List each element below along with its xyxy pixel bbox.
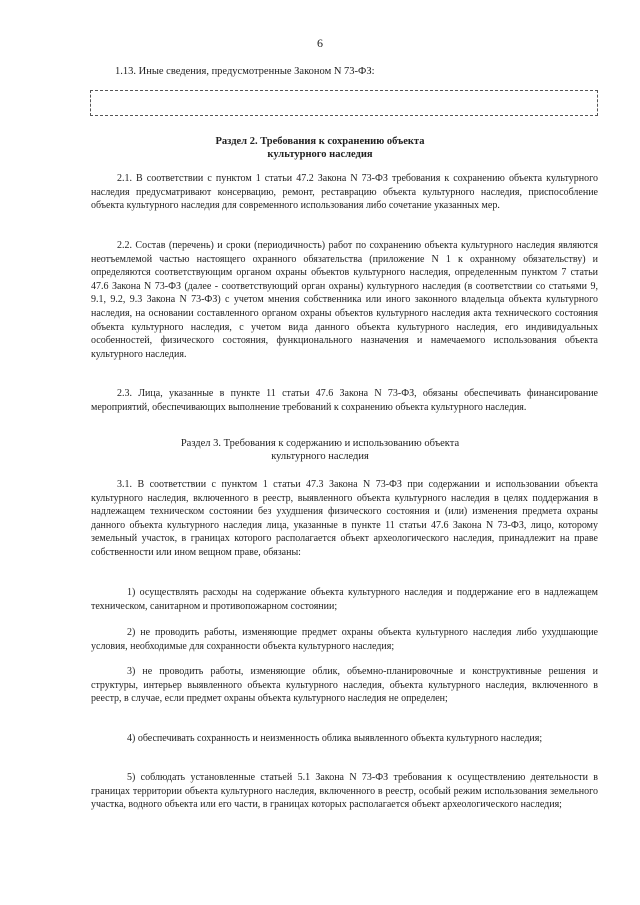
list-item-2: 2) не проводить работы, изменяющие предмет охраны объекта культурного наследия либо ухудшающие условия, необходимые для сохранности объекта культурного наследия;: [91, 627, 598, 652]
section-3-heading: [0, 437, 640, 463]
paragraph-2-3: 2.3. Лица, указанные в пункте 11 статьи 47.6 Закона N 73-ФЗ, обязаны обеспечивать финансирование мероприятий, обеспечивающих выполнение требований к сохранению объекта культурного наследия.: [91, 388, 598, 413]
section-2-heading: [0, 135, 640, 161]
list-item-5: 5) соблюдать установленные статьей 5.1 Закона N 73-ФЗ требования к осуществлению деятельности в границах территории объекта культурного наследия, включенного в реестр, особый режим использования земельного участка, водного объекта или его части, в границах которых располагается объект археологического наследия;: [91, 772, 598, 811]
paragraph-3-1: 3.1. В соответствии с пунктом 1 статьи 47.3 Закона N 73-ФЗ при содержании и использовании объекта культурного наследия, включенного в реестр, выявленного объекта культурного наследия в целях поддержания в надлежащем техническом состоянии без ухудшения физического состояния и (или) изменения предмета охраны данного объекта культурного наследия лица, указанные в пункте 11 статьи 47.6 Закона N 73-ФЗ, лицо, которому земельный участок, в границах которого располагается объект археологического наследия, принадлежит на праве собственности или ином вещном праве, обязаны:: [91, 479, 598, 558]
section-2-heading-line1: Раздел 2. Требования к сохранению объекта: [215, 136, 425, 147]
paragraph-2-2: 2.2. Состав (перечень) и сроки (периодичность) работ по сохранению объекта культурного наследия являются неотъемлемой частью настоящего охранного обязательства (приложение N 1 к охранному обязательству) и определяются соответствующим органом охраны объектов культурного наследия, определенным пунктом 7 статьи 47.6 Закона N 73-ФЗ (далее - соответствующий орган охраны) культурного наследия (в соответствии со статьями 9, 9.1, 9.2, 9.3 Закона N 73-ФЗ) с учетом мнения собственника или иного законного владельца объекта культурного наследия, на основании составленного органом охраны объектов культурного наследия акта технического состояния объекта культурного наследия, с учетом вида данного объекта культурного наследия, его индивидуальных особенностей, физического состояния, функционального назначения и намечаемого использования объекта культурного наследия.: [91, 240, 598, 360]
list-item-4: 4) обеспечивать сохранность и неизменность облика выявленного объекта культурного наследия;: [127, 733, 543, 744]
list-item-3: 3) не проводить работы, изменяющие облик, объемно-планировочные и конструктивные решения и структуры, интерьер выявленного объекта культурного наследия, объекта культурного наследия, включенного в реестр, в случае, если предмет охраны объекта культурного наследия не определен;: [91, 666, 598, 705]
item-1-13: 1.13. Иные сведения, предусмотренные Законом N 73-ФЗ:: [115, 66, 375, 77]
list-item-1: 1) осуществлять расходы на содержание объекта культурного наследия и поддержание его в надлежащем техническом, санитарном и противопожарном состоянии;: [91, 587, 598, 612]
section-3-heading-line1: Раздел 3. Требования к содержанию и использованию объекта: [180, 438, 460, 449]
section-2-heading-line2: культурного наследия: [267, 149, 373, 160]
empty-field-box: [90, 90, 598, 116]
page-number: 6: [317, 36, 323, 50]
paragraph-2-1: 2.1. В соответствии с пунктом 1 статьи 47.2 Закона N 73-ФЗ требования к сохранению объекта культурного наследия предусматривают консервацию, ремонт, реставрацию объекта культурного наследия, приспособление объекта культурного наследия для современного использования либо сочетание указанных мер.: [91, 173, 598, 212]
section-3-heading-line2: культурного наследия: [271, 451, 369, 462]
